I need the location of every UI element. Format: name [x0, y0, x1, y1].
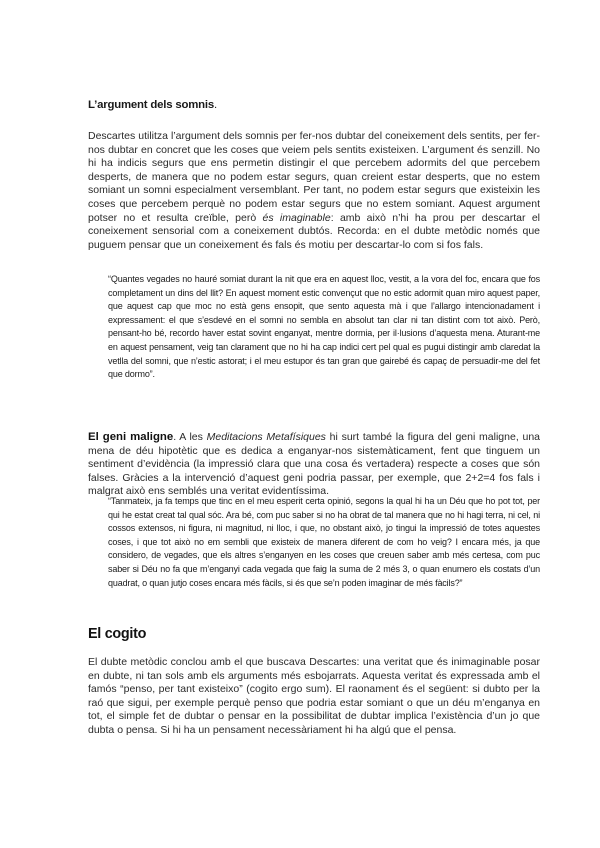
paragraph-text-cont: : amb això n’hi ha prou per descartar el coneixement sensorial com a coneixement dubtós. Recorda: en el dubte metòdic només que puguem pensar que un coneixement és fals és motiu per descartar-lo com si fos fals.	[88, 211, 541, 251]
section-cogito-heading-wrap	[88, 626, 540, 642]
heading-text: L’argument dels somnis	[88, 99, 214, 111]
paragraph-text: Descartes utilitza l’argument dels somnis per fer-nos dubtar del coneixement dels sentits, per fer-nos dubtar en concret que les coses que veiem pels sentits existeixen. L’argument és senzill. No hi ha indicis segurs que ens permetin distingir el que percebem adormits del que percebem desperts, de manera que no podem estar segurs, quan creient estar desperts, que no estem somiant un somni especialment versemblant. Per tant, no podem estar segurs que existeixin les coses que percebem perquè no podem estar segurs que no estem somiant. Aquest argument potser no et resulta creïble, però	[88, 130, 540, 224]
section-cogito-paragraph	[88, 656, 540, 738]
section-cogito-heading: El cogito	[88, 626, 147, 642]
section-argument-somnis-heading	[88, 99, 540, 111]
quote-text: “Quantes vegades no hauré somiat durant la nit que era en aquest lloc, vestit, a la vora del foc, encara que fos completament un dins del llit? En aquest moment estic convençut que no estic adormit quan miro aquest paper, que aquest cap que moc no està gens ensopit, que sento aquesta mà i que l’allargo intencionadament i expressament: el que s’esdevé en el somni no sembla en absolut tan clar ni tan distint com tot això. Però, pensant-ho bé, recordo haver estat sovint enganyat, mentre dormia, per il·lusions d’aquesta mena. Aturant-me en aquest pensament, veig tan clarament que no hi ha cap indici cert pel qual es pugui distingir amb claredat la vetlla del somni, que n’estic astorat; i el meu estupor és tan gran que gairebé és capaç de persuadir-me del fet que dormo”.	[108, 274, 540, 380]
section-geni-maligne-heading: El geni maligne	[88, 431, 174, 443]
emphasis-title: Meditacions Metafísiques	[206, 431, 326, 443]
paragraph-text: El dubte metòdic conclou amb el que buscava Descartes: una veritat que és inimaginable posar en dubte, ni tan sols amb els arguments més esbojarrats. Aquesta veritat és expressada amb el famós “penso, per tant existeixo” (cogito ergo sum). El raonament és el següent: si dubto per la raó que sigui, per exemple perquè penso que podria estar somiant o que un déu m’enganya en tot, el simple fet de dubtar o pensar en la possibilitat de dubtar implica l’existència d’un jo que dubta o pensa. Si hi ha un pensament necessàriament hi ha algú que el pensa.	[88, 656, 540, 736]
emphasis-text: és imaginable	[262, 211, 331, 224]
section-argument-somnis-paragraph	[88, 130, 540, 252]
descartes-quote-geni	[108, 495, 540, 590]
section-geni-maligne-paragraph	[88, 431, 540, 499]
descartes-quote-somnis	[108, 273, 540, 382]
heading-period: .	[214, 99, 217, 111]
quote-text: “Tanmateix, ja fa temps que tinc en el meu esperit certa opinió, segons la qual hi ha un Déu que ho pot tot, per qui he estat creat tal qual sóc. Ara bé, com puc saber si no ha obrat de tal manera que no hi hagi terra, ni cel, ni cossos extensos, ni figura, ni magnitud, ni lloc, i que, no obstant això, jo tingui la impressió de totes aquestes coses, i que tot això no em sembli que existeix de manera diferent de com ho veig? I encara més, ja que considero, de vegades, que els altres s’enganyen en les coses que creuen saber amb més certesa, com puc saber si Déu no fa que m’enganyi cada vegada que faig la suma de 2 més 3, o quan enumero els costats d’un quadrat, o quan jutjo coses encara més fàcils, si és que se’n poden imaginar de més fàcils?”	[108, 496, 540, 588]
paragraph-text-cont: hi surt també la figura del geni maligne, una mena de déu hipotètic que es dedica a enganyar-nos sistemàticament, fent que tinguem un sentiment d’evidència (la impressió clara que una cosa és vertadera) respecte a coses que són falses. Gràcies a la intervenció d’aquest geni podria passar, per exemple, que 2+2=4 fos fals i malgrat això ens semblés una veritat evidentíssima.	[88, 431, 540, 498]
paragraph-text: . A les	[173, 431, 207, 443]
